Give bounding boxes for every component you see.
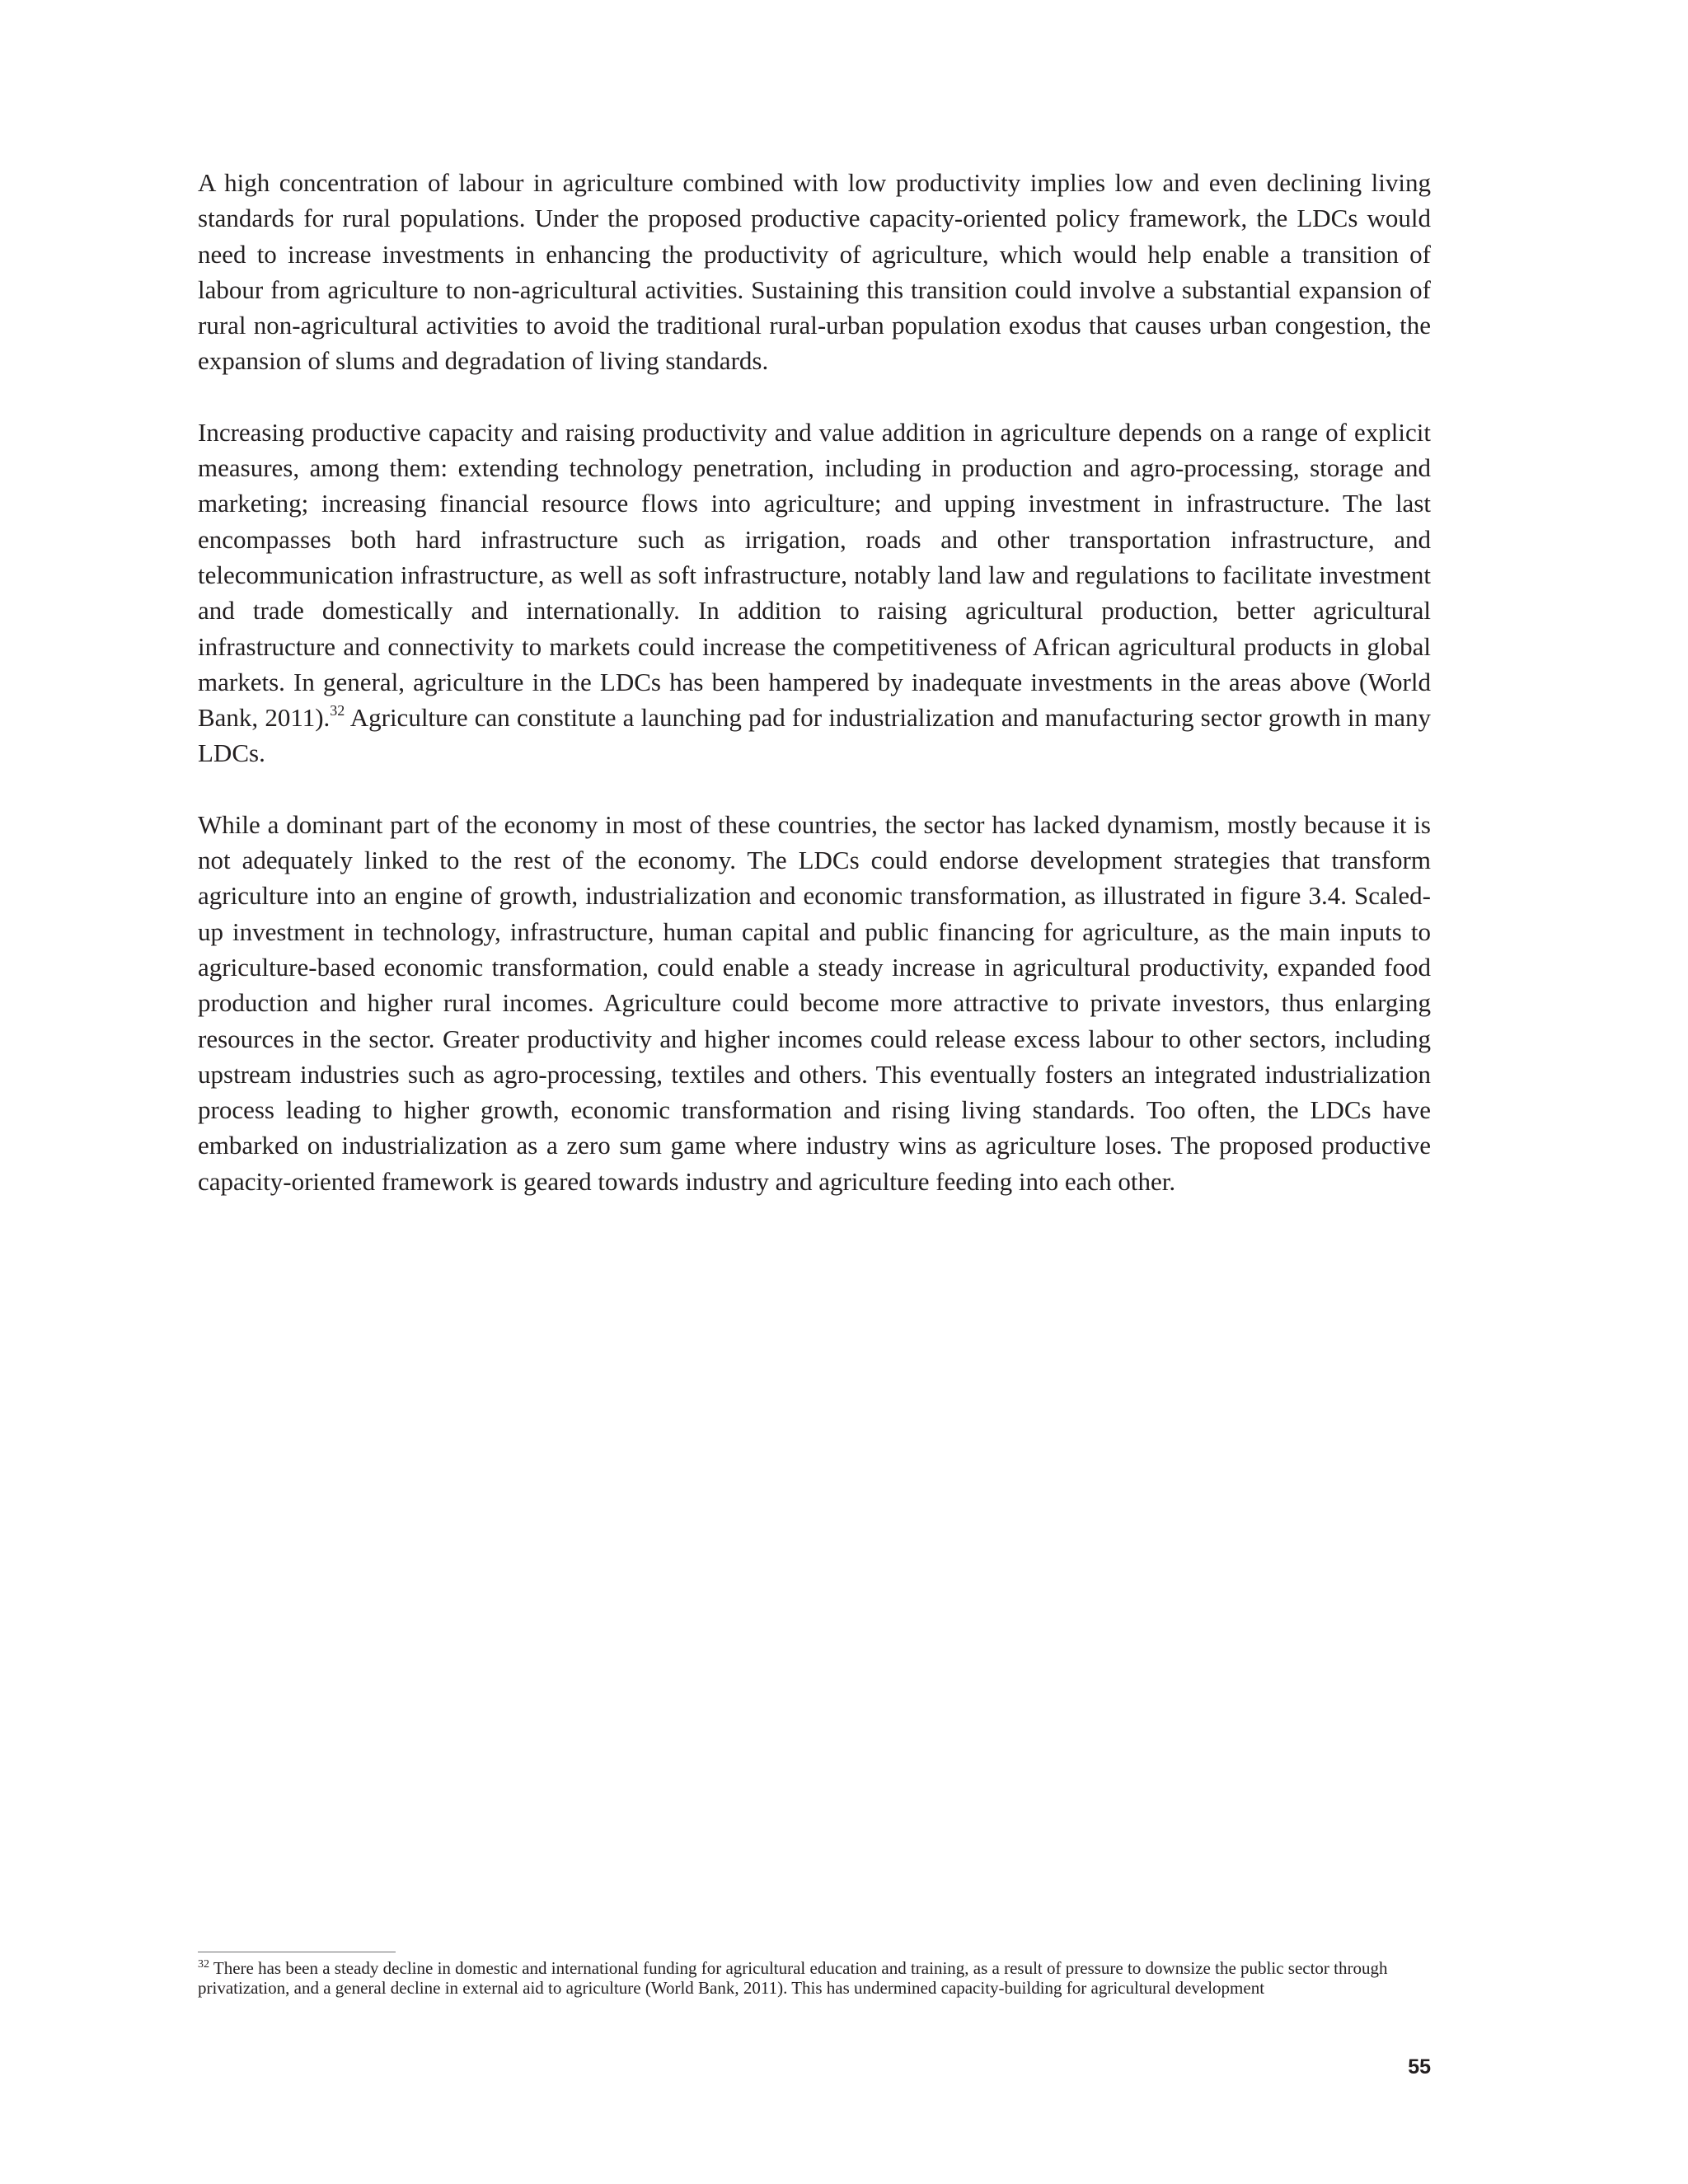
- footnote-text: There has been a steady decline in domestic and international funding for agricultural education and training, as a result of pressure to downsize the public sector through privatization, and a general decline in external aid to agriculture (World Bank, 2011). This has undermined capacity-building for agricultural development: [198, 1958, 1388, 1998]
- footnote-mark: 32: [198, 1958, 209, 1971]
- paragraph-3: While a dominant part of the economy in most of these countries, the sector has lacked dynamism, mostly because it is not adequately linked to the rest of the economy. The LDCs could endorse development strategies that transform agriculture into an engine of growth, industrialization and economic transformation, as illustrated in figure 3.4. Scaled-up investment in technology, infrastructure, human capital and public financing for agriculture, as the main inputs to agriculture-based economic transformation, could enable a steady increase in agricultural productivity, expanded food production and higher rural incomes. Agriculture could become more attractive to private investors, thus enlarging resources in the sector. Greater productivity and higher incomes could release excess labour to other sectors, including upstream industries such as agro-processing, textiles and others. This eventually fosters an integrated industrialization process leading to higher growth, economic transformation and rising living standards. Too often, the LDCs have embarked on industrialization as a zero sum game where industry wins as agriculture loses. The proposed productive capacity-oriented framework is geared towards industry and agriculture feeding into each other.: [198, 809, 1431, 1196]
- footnote-reference[interactable]: 32: [330, 702, 345, 719]
- page-number: 55: [1408, 2055, 1431, 2079]
- paragraph-1: A high concentration of labour in agriculture combined with low productivity implies low and even declining living standards for rural populations. Under the proposed productive capacity-oriented policy framework, the LDCs would need to increase investments in enhancing the productivity of agriculture, which would help enable a transition of labour from agriculture to non-agricultural activities. Sustaining this transition could involve a substantial expansion of rural non-agricultural activities to avoid the traditional rural-urban population exodus that causes urban congestion, the expansion of slums and degradation of living standards.: [198, 168, 1431, 376]
- body-text: [198, 165, 1431, 1235]
- paragraph-2-text-continued: Agriculture can constitute a launching pad for industrialization and manufacturing sector growth in many LDCs.: [198, 703, 1432, 768]
- paragraph-2-text: Increasing productive capacity and raising productivity and value addition in agriculture depends on a range of explicit measures, among them: extending technology penetration, including in production and agro-processing, storage and marketing; increasing financial resource flows into agriculture; and upping investment in infrastructure. The last encompasses both hard infrastructure such as irrigation, roads and other transportation infrastructure, and telecommunication infrastructure, as well as soft infrastructure, notably land law and regulations to facilitate investment and trade domestically and internationally. In addition to raising agricultural production, better agricultural infrastructure and connectivity to markets could increase the competitiveness of African agricultural products in global markets. In general, agriculture in the LDCs has been hampered by inadequate investments in the areas above (World Bank, 2011).: [198, 417, 1431, 733]
- paragraph-2: [198, 415, 1431, 771]
- footnote: [198, 1958, 1431, 1998]
